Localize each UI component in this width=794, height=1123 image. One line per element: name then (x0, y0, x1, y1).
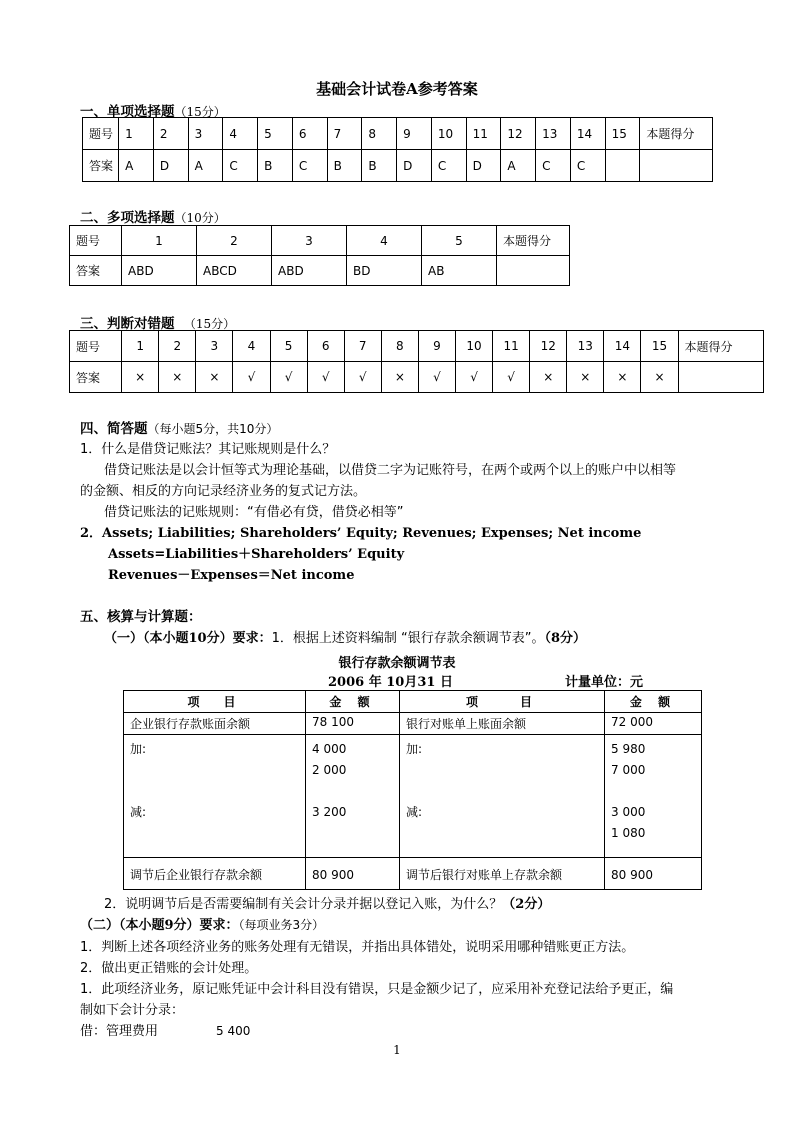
recon-table-title: 银行存款余额调节表 (338, 656, 456, 671)
question-number: 4 (223, 118, 258, 150)
amount: 1 080 (611, 826, 646, 840)
question-number: 13 (567, 331, 604, 362)
question-number: 8 (381, 331, 418, 362)
question-number: 14 (570, 118, 605, 150)
answer-cell: D (466, 150, 501, 182)
score-cell (678, 362, 763, 393)
question-number: 10 (431, 118, 466, 150)
table-row (124, 858, 702, 890)
answer-cell: × (159, 362, 196, 393)
cell: 78 100 (306, 713, 400, 735)
answer-cell: √ (270, 362, 307, 393)
question-number: 3 (188, 118, 223, 150)
section3-heading (80, 312, 235, 332)
answer-cell: × (122, 362, 159, 393)
adjust-label-left (124, 735, 306, 858)
part2-line-1: 1．判断上述各项经济业务的账务处理有无错误，并指出具体错处，说明采用哪种错账更正方法。 (80, 940, 635, 955)
answer-cell: × (196, 362, 233, 393)
section4-heading (80, 417, 278, 437)
question-number: 1 (122, 226, 197, 256)
question-number: 2 (197, 226, 272, 256)
answer-cell: D (153, 150, 188, 182)
cell: 80 900 (306, 858, 400, 890)
multiple-choice-table (69, 225, 570, 286)
table-row (83, 118, 713, 150)
question-number: 6 (307, 331, 344, 362)
answer-cell: B (327, 150, 362, 182)
amount: 7 000 (611, 763, 646, 777)
answer-cell: D (397, 150, 432, 182)
part1-requirement (104, 627, 586, 646)
question-number: 5 (258, 118, 293, 150)
part2-line-4: 制如下会计分录： (80, 1003, 185, 1018)
answer-cell: C (292, 150, 327, 182)
cell: 72 000 (605, 713, 702, 735)
question-number: 13 (536, 118, 571, 150)
add-label: 加: (130, 742, 147, 756)
answer-cell: √ (344, 362, 381, 393)
question-number: 8 (362, 118, 397, 150)
cell: 银行对账单上账面余额 (400, 713, 605, 735)
table-row (70, 362, 764, 393)
answer-cell: A (119, 150, 154, 182)
section3-title: 三、判断对错题 (80, 316, 175, 332)
answer-cell: × (567, 362, 604, 393)
section5-heading: 五、核算与计算题： (80, 609, 202, 625)
page-title: 基础会计试卷A参考答案 (316, 80, 478, 98)
answer-cell: AB (422, 256, 497, 286)
row-label-answer: 答案 (83, 150, 119, 182)
header-amount-right: 金 额 (605, 691, 702, 713)
answer-1-line-1: 借贷记账法是以会计恒等式为理论基础，以借贷二字为记账符号，在两个或两个以上的账户中以相等 (104, 463, 677, 478)
cell: 80 900 (605, 858, 702, 890)
table-row (70, 226, 570, 256)
answer-cell: √ (418, 362, 455, 393)
question-number: 15 (641, 331, 678, 362)
true-false-table (69, 330, 764, 393)
cell: 企业银行存款账面余额 (124, 713, 306, 735)
section1-title: 一、单项选择题 (80, 104, 175, 120)
score-label: 本题得分 (640, 118, 713, 150)
sub-label: 减: (130, 805, 147, 819)
question-number: 11 (493, 331, 530, 362)
question-number: 15 (605, 118, 640, 150)
question-number: 12 (501, 118, 536, 150)
question-number: 1 (122, 331, 159, 362)
row-label-number: 题号 (70, 226, 122, 256)
question-number: 9 (397, 118, 432, 150)
part2-line-3: 1．此项经济业务，原记账凭证中会计科目没有错误，只是金额少记了，应采用补充登记法给予更正，编 (80, 982, 674, 997)
question-number: 5 (270, 331, 307, 362)
header-item-right: 项 目 (400, 691, 605, 713)
question-number: 9 (418, 331, 455, 362)
row-label-number: 题号 (70, 331, 122, 362)
part2-requirement (80, 914, 324, 933)
answer-cell: √ (493, 362, 530, 393)
bank-reconciliation-table (123, 690, 702, 890)
row-label-answer: 答案 (70, 362, 122, 393)
entry-label: 借：管理费用 (80, 1024, 159, 1039)
header-amount-left: 金 额 (306, 691, 400, 713)
answer-cell (605, 150, 640, 182)
amount: 3 000 (611, 805, 646, 819)
answer-cell: ABD (122, 256, 197, 286)
amount: 5 980 (611, 742, 646, 756)
cell: 调节后银行对账单上存款余额 (400, 858, 605, 890)
answer-cell: √ (455, 362, 492, 393)
table-row (70, 331, 764, 362)
table-row (124, 691, 702, 713)
amount: 2 000 (312, 763, 347, 777)
section2-title: 二、多项选择题 (80, 210, 175, 226)
add-label: 加: (406, 742, 423, 756)
part2-prefix: （二）（本小题9分）要求： (80, 918, 239, 933)
table-row (124, 735, 702, 858)
answer-1-line-2: 的金额、相反的方向记录经济业务的复式记方法。 (80, 484, 367, 499)
question-number: 5 (422, 226, 497, 256)
answer-cell: C (431, 150, 466, 182)
answer-cell: B (362, 150, 397, 182)
part1-q2-points: （2分） (502, 897, 551, 912)
section3-points: （15分） (183, 317, 236, 331)
answer-cell: × (381, 362, 418, 393)
question-number: 4 (233, 331, 270, 362)
section4-points: （每小题5分，共10分） (147, 422, 279, 436)
equation-2: Revenues－Expenses＝Net income (108, 568, 355, 583)
table-row (70, 256, 570, 286)
answer-1-line-3: 借贷记账法的记账规则：“有借必有贷，借贷必相等” (104, 505, 404, 520)
part2-line-2: 2．做出更正错账的会计处理。 (80, 961, 258, 976)
answer-cell: A (188, 150, 223, 182)
question-number: 1 (119, 118, 154, 150)
question-number: 6 (292, 118, 327, 150)
answer-cell: ABD (272, 256, 347, 286)
part2-note: （每项业务3分） (238, 918, 325, 932)
score-cell (497, 256, 570, 286)
answer-cell: B (258, 150, 293, 182)
journal-entry (80, 1020, 250, 1039)
answer-cell: × (641, 362, 678, 393)
score-cell (640, 150, 713, 182)
section2-points: （10分） (174, 211, 226, 225)
question-1: 1．什么是借贷记账法？其记账规则是什么？ (80, 442, 336, 457)
adjust-amounts-left (306, 735, 400, 858)
recon-date: 2006 年 10月31 日 (328, 675, 453, 690)
part1-prefix: （一）（本小题10分）要求： (104, 631, 272, 646)
question-number: 7 (344, 331, 381, 362)
answer-cell: √ (307, 362, 344, 393)
page-number: 1 (393, 1043, 401, 1057)
question-number: 14 (604, 331, 641, 362)
question-number: 3 (272, 226, 347, 256)
row-label-answer: 答案 (70, 256, 122, 286)
answer-cell: √ (233, 362, 270, 393)
answer-cell: C (223, 150, 258, 182)
section2-heading (80, 206, 226, 226)
entry-amount: 5 400 (216, 1024, 251, 1038)
cell: 调节后企业银行存款余额 (124, 858, 306, 890)
answer-cell: C (570, 150, 605, 182)
answer-cell: × (604, 362, 641, 393)
single-choice-table (82, 117, 713, 182)
question-number: 11 (466, 118, 501, 150)
amount: 3 200 (312, 805, 347, 819)
header-item-left: 项 目 (124, 691, 306, 713)
table-row (124, 713, 702, 735)
answer-cell: C (536, 150, 571, 182)
part1-text: 1．根据上述资料编制 “银行存款余额调节表”。 (271, 631, 545, 646)
adjust-amounts-right (605, 735, 702, 858)
part1-question-2 (104, 893, 550, 912)
adjust-label-right (400, 735, 605, 858)
question-number: 2 (159, 331, 196, 362)
recon-unit: 计量单位：元 (565, 675, 644, 690)
question-number: 10 (455, 331, 492, 362)
amount: 4 000 (312, 742, 347, 756)
question-number: 4 (347, 226, 422, 256)
score-label: 本题得分 (497, 226, 570, 256)
question-number: 3 (196, 331, 233, 362)
answer-cell: A (501, 150, 536, 182)
part1-q2-text: 2．说明调节后是否需要编制有关会计分录并据以登记入账，为什么？ (104, 897, 503, 912)
question-number: 12 (530, 331, 567, 362)
section1-points: （15分） (174, 105, 226, 119)
question-2: 2．Assets; Liabilities; Shareholders’ Equity; Revenues; Expenses; Net income (80, 526, 642, 541)
question-number: 7 (327, 118, 362, 150)
answer-cell: × (530, 362, 567, 393)
row-label-number: 题号 (83, 118, 119, 150)
question-number: 2 (153, 118, 188, 150)
sub-label: 减: (406, 805, 423, 819)
answer-cell: ABCD (197, 256, 272, 286)
score-label: 本题得分 (678, 331, 763, 362)
equation-1: Assets=Liabilities＋Shareholders’ Equity (108, 547, 405, 562)
section4-title: 四、简答题 (80, 421, 148, 437)
part1-points: （8分） (544, 631, 587, 646)
table-row (83, 150, 713, 182)
answer-cell: BD (347, 256, 422, 286)
